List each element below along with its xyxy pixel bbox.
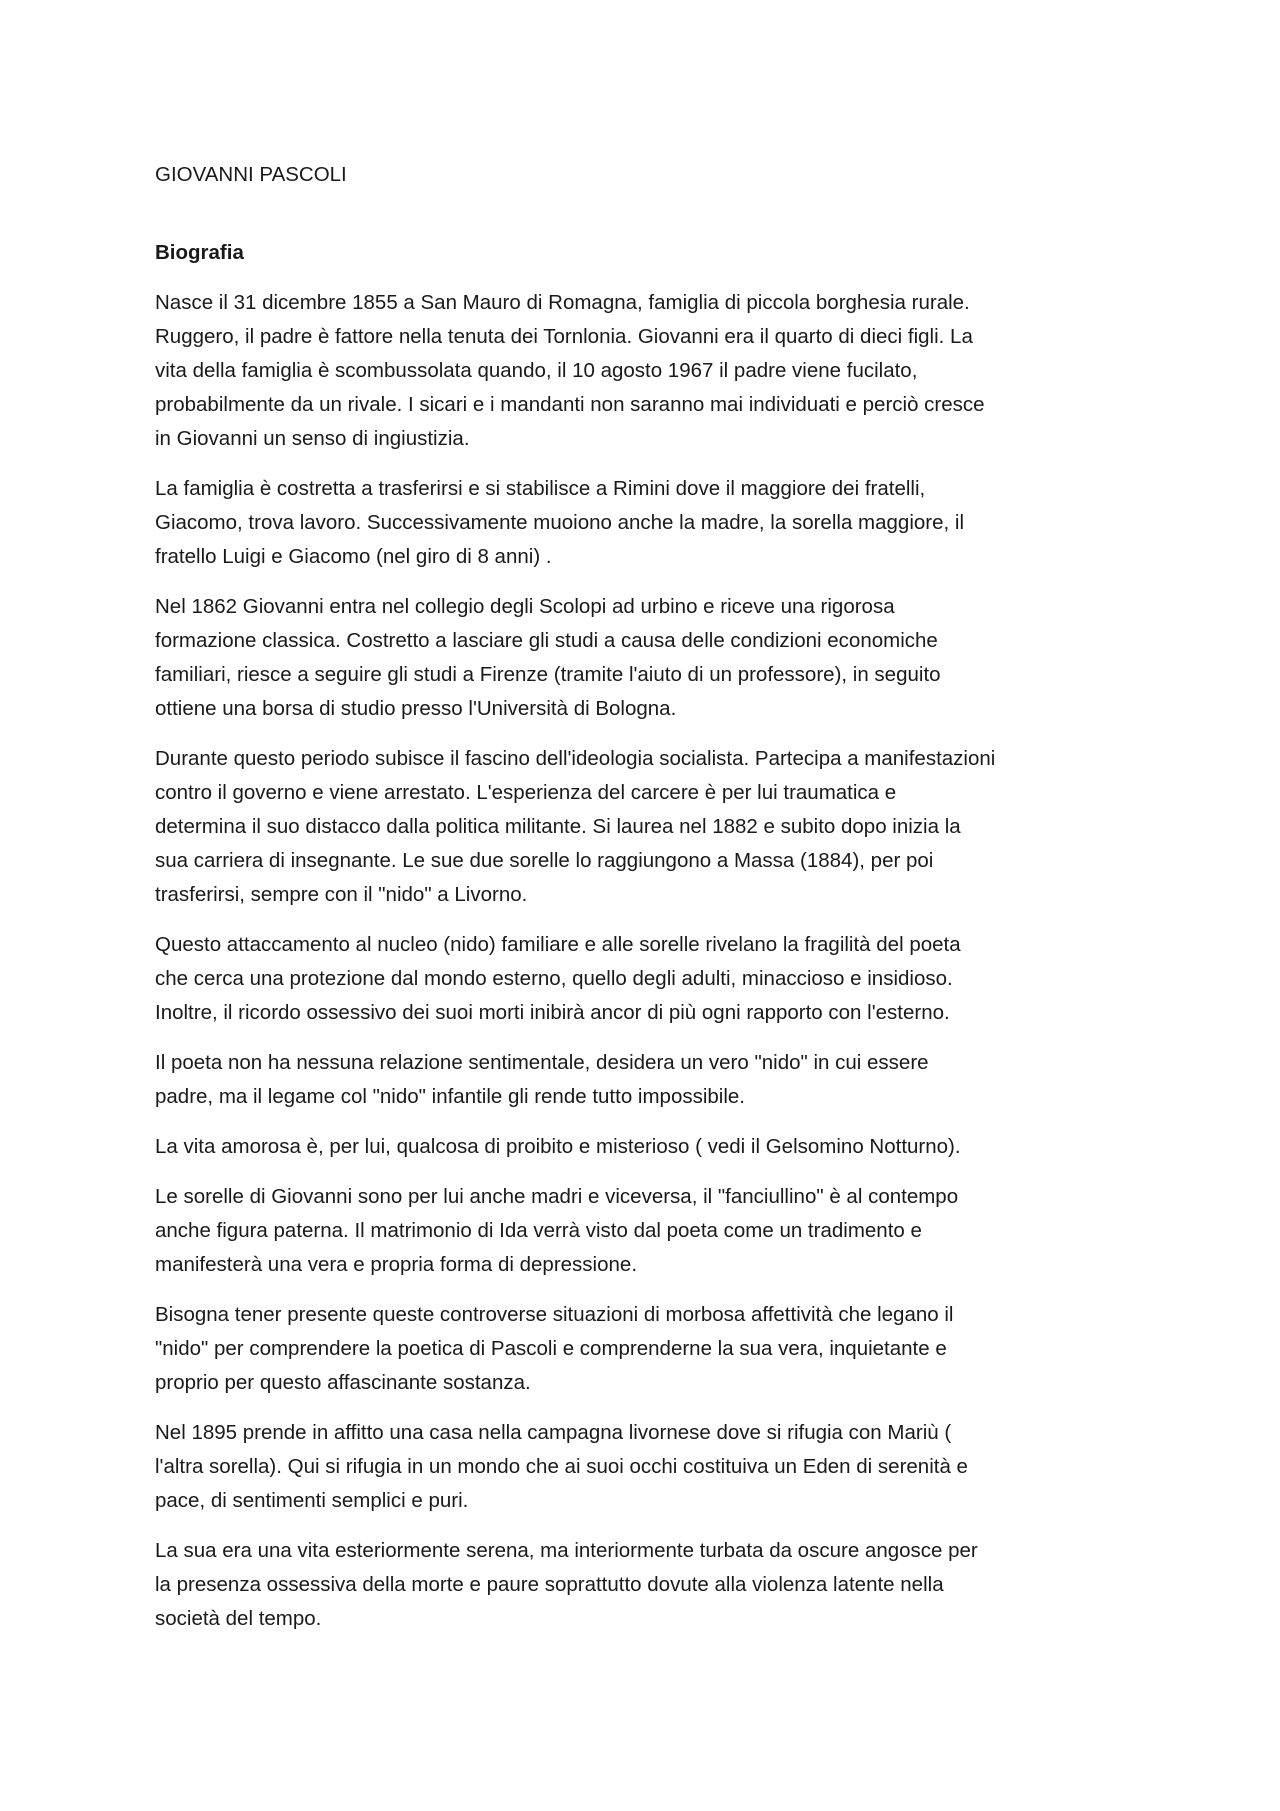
paragraph [155,472,1140,574]
paragraph-line: familiari, riesce a seguire gli studi a Firenze (tramite l'aiuto di un professore), in seguito [155,663,941,686]
paragraph [155,590,1140,726]
paragraph-line: che cerca una protezione dal mondo esterno, quello degli adulti, minaccioso e insidioso. [155,967,953,990]
paragraph [155,286,1140,456]
paragraph-line: proprio per questo affascinante sostanza. [155,1371,531,1394]
document-body [155,286,1140,1636]
paragraph [155,1046,1140,1114]
paragraph-line: in Giovanni un senso di ingiustizia. [155,427,470,450]
paragraph-line: La famiglia è costretta a trasferirsi e si stabilisce a Rimini dove il maggiore dei fratelli, [155,477,926,500]
section-heading-biografia: Biografia [155,241,244,264]
paragraph [155,1298,1140,1400]
paragraph-line: Giacomo, trova lavoro. Successivamente muoiono anche la madre, la sorella maggiore, il [155,511,964,534]
paragraph-line: l'altra sorella). Qui si rifugia in un mondo che ai suoi occhi costituiva un Eden di serenità e [155,1455,968,1478]
paragraph-line: determina il suo distacco dalla politica militante. Si laurea nel 1882 e subito dopo inizia la [155,815,961,838]
paragraph-line: ottiene una borsa di studio presso l'Università di Bologna. [155,697,677,720]
paragraph [155,1416,1140,1518]
paragraph-line: fratello Luigi e Giacomo (nel giro di 8 anni) . [155,545,552,568]
paragraph-line: la presenza ossessiva della morte e paure soprattutto dovute alla violenza latente nella [155,1573,944,1596]
paragraph-line: formazione classica. Costretto a lasciare gli studi a causa delle condizioni economiche [155,629,938,652]
paragraph-line: Questo attaccamento al nucleo (nido) familiare e alle sorelle rivelano la fragilità del poeta [155,933,961,956]
paragraph-line: manifesterà una vera e propria forma di depressione. [155,1253,638,1276]
paragraph [155,742,1140,912]
paragraph [155,1534,1140,1636]
paragraph-line: sua carriera di insegnante. Le sue due sorelle lo raggiungono a Massa (1884), per poi [155,849,934,872]
paragraph [155,928,1140,1030]
paragraph [155,1180,1140,1282]
paragraph-line: Durante questo periodo subisce il fascino dell'ideologia socialista. Partecipa a manifestazioni [155,747,996,770]
paragraph-line: contro il governo e viene arrestato. L'esperienza del carcere è per lui traumatica e [155,781,897,804]
paragraph-line: trasferirsi, sempre con il "nido" a Livorno. [155,883,528,906]
paragraph-line: pace, di sentimenti semplici e puri. [155,1489,469,1512]
paragraph-line: anche figura paterna. Il matrimonio di Ida verrà visto dal poeta come un tradimento e [155,1219,922,1242]
paragraph-line: Il poeta non ha nessuna relazione sentimentale, desidera un vero "nido" in cui essere [155,1051,929,1074]
paragraph-line: Nasce il 31 dicembre 1855 a San Mauro di Romagna, famiglia di piccola borghesia rurale. [155,291,970,314]
paragraph-line: vita della famiglia è scombussolata quando, il 10 agosto 1967 il padre viene fucilato, [155,359,918,382]
paragraph-line: "nido" per comprendere la poetica di Pascoli e comprenderne la sua vera, inquietante e [155,1337,947,1360]
paragraph-line: La sua era una vita esteriormente serena, ma interiormente turbata da oscure angosce per [155,1539,978,1562]
document-title: GIOVANNI PASCOLI [155,163,347,186]
paragraph-line: Bisogna tener presente queste controverse situazioni di morbosa affettività che legano il [155,1303,954,1326]
paragraph-line: La vita amorosa è, per lui, qualcosa di proibito e misterioso ( vedi il Gelsomino Notturno). [155,1135,961,1158]
paragraph [155,1130,1140,1164]
paragraph-line: Nel 1862 Giovanni entra nel collegio degli Scolopi ad urbino e riceve una rigorosa [155,595,895,618]
paragraph-line: società del tempo. [155,1607,322,1630]
paragraph-line: Ruggero, il padre è fattore nella tenuta dei Tornlonia. Giovanni era il quarto di dieci figli. La [155,325,973,348]
paragraph-line: Le sorelle di Giovanni sono per lui anche madri e viceversa, il "fanciullino" è al contempo [155,1185,959,1208]
paragraph-line: Nel 1895 prende in affitto una casa nella campagna livornese dove si rifugia con Mariù ( [155,1421,952,1444]
paragraph-line: probabilmente da un rivale. I sicari e i mandanti non saranno mai individuati e perciò cresce [155,393,985,416]
paragraph-line: padre, ma il legame col "nido" infantile gli rende tutto impossibile. [155,1085,746,1108]
paragraph-line: Inoltre, il ricordo ossessivo dei suoi morti inibirà ancor di più ogni rapporto con l'esterno. [155,1001,950,1024]
